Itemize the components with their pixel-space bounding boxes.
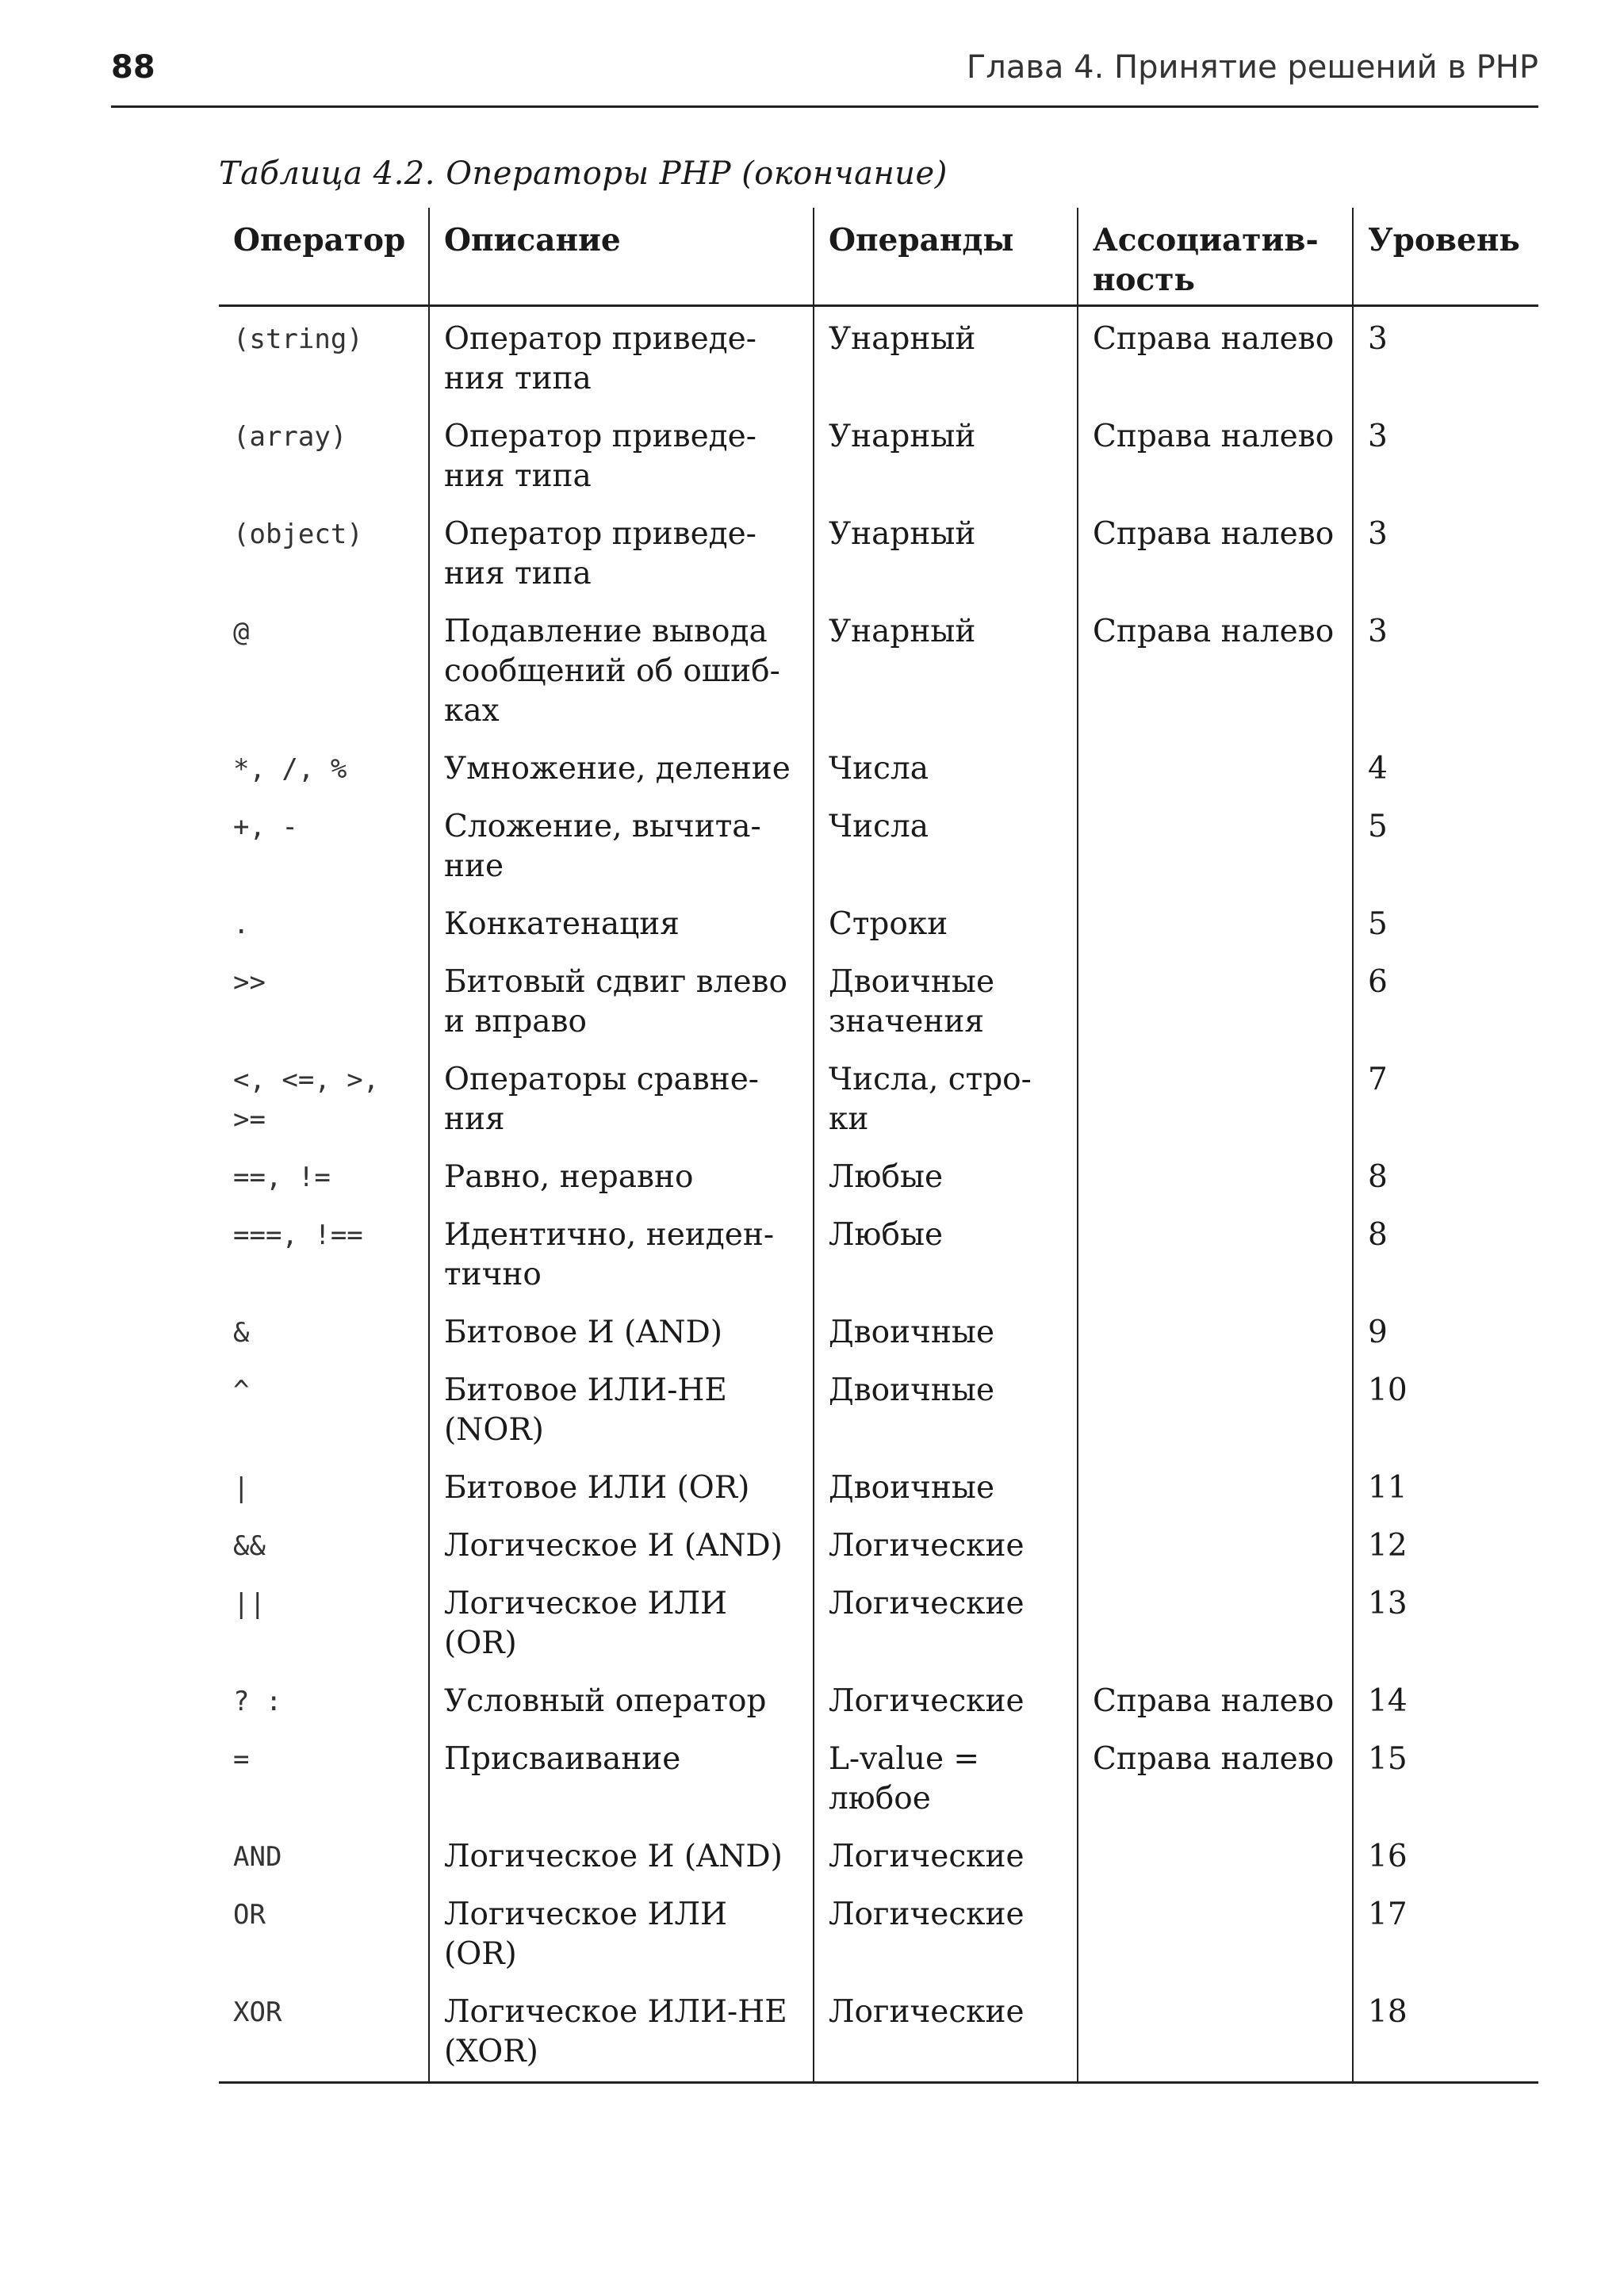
table-caption: Таблица 4.2. Операторы PHP (окончание) [219,155,948,192]
cell-description: Оператор приведе- ния типа [429,502,814,599]
cell-level: 16 [1368,1839,1408,1874]
header-level: Уровень [1353,208,1538,306]
cell-level: 18 [1353,1980,1538,2083]
cell-operands: Любые [814,1203,1078,1300]
cell-level: 7 [1368,1062,1388,1097]
cell-operands: Строки [814,892,1078,950]
cell-level: 15 [1368,1741,1408,1777]
cell-operands: Логические [814,1572,1078,1669]
table-row [219,1669,1538,1727]
table-row [219,306,1538,405]
cell-operator: @ [219,599,429,737]
cell-operands: Унарный [814,306,1078,405]
table-row [219,1145,1538,1203]
cell-operator: +, - [219,794,429,892]
table-row [219,1572,1538,1669]
cell-associativity [1078,737,1353,794]
cell-description: Логическое ИЛИ (OR) [429,1572,814,1669]
cell-description: Идентично, неиден- тично [429,1203,814,1300]
cell-operands: Логические [814,1824,1078,1882]
cell-level: 11 [1368,1470,1408,1506]
cell-description: Битовое И (AND) [429,1300,814,1358]
operators-table [219,208,1538,2084]
header-operator: Оператор [219,208,429,306]
cell-associativity [1078,1203,1353,1300]
cell-operands: Двоичные [814,1358,1078,1456]
cell-level: 3 [1368,419,1388,454]
cell-operator: && [219,1514,429,1572]
cell-associativity [1078,1882,1353,1980]
table-row [219,1300,1538,1358]
cell-operands: Числа [814,794,1078,892]
table-row [219,950,1538,1047]
cell-operator: (object) [219,502,429,599]
table-row [219,404,1538,502]
cell-description: Оператор приведе- ния типа [429,404,814,502]
cell-operator: AND [219,1824,429,1882]
cell-description: Умножение, деление [429,737,814,794]
table-row [219,1203,1538,1300]
cell-operator: ^ [219,1358,429,1456]
table-row [219,599,1538,737]
cell-description: Сложение, вычита- ние [429,794,814,892]
cell-associativity [1078,1514,1353,1572]
cell-associativity [1078,1358,1353,1456]
cell-operands: Логические [814,1980,1078,2083]
cell-level: 9 [1368,1315,1388,1350]
table-row [219,1456,1538,1514]
cell-level: 5 [1368,906,1388,942]
cell-operands: Числа, стро- ки [814,1047,1078,1145]
cell-level: 10 [1368,1372,1408,1408]
page-header [111,46,1538,108]
cell-associativity [1078,892,1353,950]
cell-operator: >> [219,950,429,1047]
cell-description: Подавление вывода сообщений об ошиб- ках [429,599,814,737]
cell-operator: | [219,1456,429,1514]
header-description: Описание [429,208,814,306]
cell-description: Конкатенация [429,892,814,950]
cell-associativity [1078,1300,1353,1358]
table-row [219,794,1538,892]
cell-associativity [1078,1980,1353,2083]
cell-operator: XOR [219,1980,429,2083]
cell-description: Битовое ИЛИ-НЕ (NOR) [429,1358,814,1456]
cell-operands: Двоичные значения [814,950,1078,1047]
cell-operands: Любые [814,1145,1078,1203]
cell-associativity: Справа налево [1078,599,1353,737]
table-row [219,1358,1538,1456]
cell-operator: ? : [219,1669,429,1727]
cell-operands: Двоичные [814,1456,1078,1514]
table-row [219,737,1538,794]
cell-description: Логическое И (AND) [429,1824,814,1882]
table-header-row [219,208,1538,306]
header-associativity: Ассоциатив- ность [1078,208,1353,306]
cell-operator: & [219,1300,429,1358]
cell-description: Равно, неравно [429,1145,814,1203]
table-row [219,1514,1538,1572]
cell-operands: Унарный [814,502,1078,599]
cell-operator: OR [219,1882,429,1980]
cell-description: Битовое ИЛИ (OR) [429,1456,814,1514]
cell-description: Присваивание [429,1727,814,1824]
cell-operator: . [219,892,429,950]
chapter-title: Глава 4. Принятие решений в PHP [966,49,1538,86]
header-operands: Операнды [814,208,1078,306]
cell-level: 3 [1368,321,1388,357]
cell-level: 13 [1368,1586,1408,1621]
table-row [219,1980,1538,2083]
cell-operator: (array) [219,404,429,502]
table-row [219,502,1538,599]
cell-level: 8 [1368,1159,1388,1195]
cell-operands: Унарный [814,599,1078,737]
cell-operands: Логические [814,1514,1078,1572]
cell-description: Битовый сдвиг влево и вправо [429,950,814,1047]
cell-description: Условный оператор [429,1669,814,1727]
cell-level: 12 [1368,1528,1408,1564]
cell-level: 14 [1368,1683,1408,1719]
cell-associativity: Справа налево [1078,306,1353,405]
cell-operands: L-value = любое [814,1727,1078,1824]
cell-operands: Унарный [814,404,1078,502]
table-body [219,306,1538,2083]
cell-level: 6 [1368,964,1388,1000]
cell-associativity [1078,794,1353,892]
cell-operator: (string) [219,306,429,405]
cell-description: Операторы сравне- ния [429,1047,814,1145]
table-row [219,1882,1538,1980]
cell-level: 5 [1368,809,1388,844]
table-row [219,1824,1538,1882]
cell-description: Логическое ИЛИ-НЕ (XOR) [429,1980,814,2083]
cell-operands: Логические [814,1882,1078,1980]
cell-description: Оператор приведе- ния типа [429,306,814,405]
cell-associativity [1078,1824,1353,1882]
cell-operator: || [219,1572,429,1669]
cell-associativity: Справа налево [1078,1669,1353,1727]
cell-operands: Логические [814,1669,1078,1727]
cell-level: 17 [1368,1897,1408,1932]
page-number: 88 [111,49,155,86]
cell-associativity [1078,950,1353,1047]
cell-operator: *, /, % [219,737,429,794]
cell-level: 8 [1368,1217,1388,1253]
table-row [219,892,1538,950]
cell-level: 3 [1368,614,1388,649]
table-row [219,1727,1538,1824]
cell-associativity [1078,1572,1353,1669]
cell-description: Логическое И (AND) [429,1514,814,1572]
cell-description: Логическое ИЛИ (OR) [429,1882,814,1980]
cell-level: 4 [1368,751,1388,787]
cell-level: 3 [1368,516,1388,552]
cell-operator: = [219,1727,429,1824]
cell-associativity: Справа налево [1078,1727,1353,1824]
table-row [219,1047,1538,1145]
cell-operator: <, <=, >, >= [219,1047,429,1145]
cell-operator: ===, !== [219,1203,429,1300]
cell-associativity: Справа налево [1078,404,1353,502]
cell-associativity: Справа налево [1078,502,1353,599]
cell-operator: ==, != [219,1145,429,1203]
cell-operands: Числа [814,737,1078,794]
cell-associativity [1078,1145,1353,1203]
cell-associativity [1078,1456,1353,1514]
cell-operands: Двоичные [814,1300,1078,1358]
cell-associativity [1078,1047,1353,1145]
